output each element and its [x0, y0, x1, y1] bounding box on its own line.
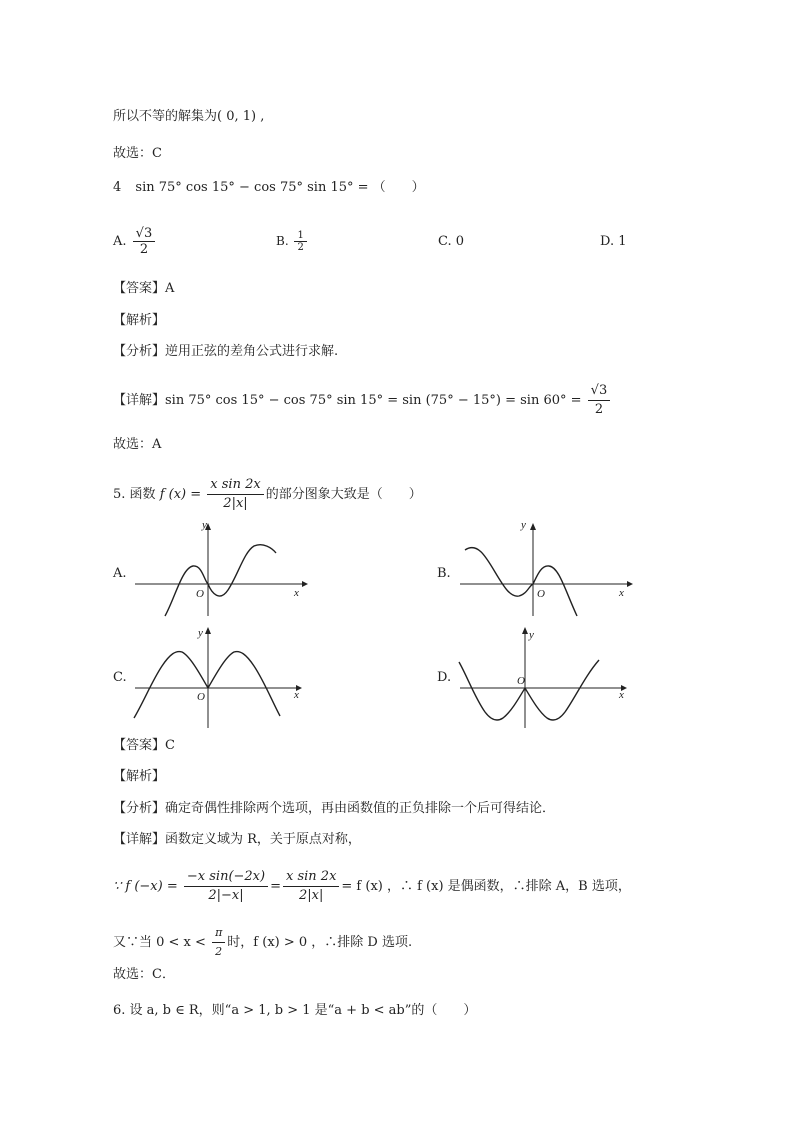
question-4: [113, 179, 425, 197]
fraction-denominator: 2|x|: [223, 496, 248, 511]
y-axis-label: y: [529, 629, 534, 641]
x-axis-label: x: [294, 689, 299, 701]
q5-suffix: 的部分图象大致是（ ）: [265, 487, 422, 502]
x-axis-label: x: [619, 587, 624, 599]
fraction-denominator: 2: [215, 945, 223, 958]
fraction-denominator: 2: [297, 242, 304, 253]
question-6: 6. 设 a, b ∈ R，则“a > 1, b > 1 是“a + b < ab”的（ ）: [113, 1003, 477, 1018]
fraction-denominator: 2|x|: [299, 888, 324, 903]
option-d: D. 1: [600, 234, 627, 249]
q4-answer: 【答案】A: [113, 281, 175, 296]
fraction-denominator: 2|−x|: [208, 888, 244, 903]
option-a-label: A.: [113, 234, 127, 249]
y-axis-label: y: [521, 520, 526, 531]
question-4-number: 4: [113, 180, 122, 195]
choose-c-line: 故选：C: [113, 146, 162, 161]
q5-equation: [113, 868, 631, 905]
origin-label: O: [197, 691, 205, 703]
x-axis-label: x: [619, 689, 624, 701]
q5-choose: 故选：C．: [113, 967, 175, 982]
equation-rhs: = f (x) ，∴ f (x) 是偶函数，∴排除 A，B 选项，: [341, 879, 631, 894]
question-5: [113, 476, 422, 513]
q5-analysis-heading: 【解析】: [113, 769, 166, 784]
option-b: [276, 230, 309, 253]
graph-a: [130, 520, 310, 620]
origin-label: O: [196, 588, 204, 600]
q4-fenxi: 【分析】逆用正弦的差角公式进行求解.: [113, 344, 339, 359]
fraction-numerator: √3: [133, 226, 156, 242]
q5-function: f (x) =: [159, 487, 202, 502]
q5-detail: 【详解】函数定义域为 R，关于原点对称，: [113, 832, 361, 847]
q5-prefix: 5. 函数: [113, 487, 156, 502]
q5-exclude-d: [113, 924, 412, 961]
option-c: C. 0: [438, 234, 465, 249]
option-a-fraction: [133, 226, 156, 257]
graph-d: [455, 626, 635, 730]
fraction-denominator: 2: [594, 402, 604, 417]
fraction-numerator: π: [212, 924, 225, 943]
solution-set-line: 所以不等的解集为( 0, 1) ,: [113, 109, 265, 124]
graph-c: [130, 626, 310, 730]
fraction-numerator: −x sin(−2x): [184, 868, 268, 887]
figure-c-label: C.: [113, 670, 127, 685]
fraction-numerator: x sin 2x: [283, 868, 339, 887]
origin-label: O: [537, 588, 545, 600]
equation-equals: =: [270, 879, 281, 894]
option-a: [113, 226, 157, 257]
fraction-numerator: √3: [588, 382, 611, 401]
exclude-d-suffix: 时，f (x) > 0 ，∴排除 D 选项.: [227, 935, 413, 950]
equation-fraction-2: [283, 868, 339, 905]
fraction-numerator: x sin 2x: [207, 476, 263, 495]
fraction-denominator: 2: [139, 242, 149, 257]
pi-over-2-fraction: [212, 924, 225, 961]
y-axis-label: y: [202, 520, 207, 531]
question-4-expression: sin 75° cos 15° − cos 75° sin 15° = （ ）: [135, 180, 425, 195]
detail-tag: 【详解】: [113, 393, 166, 408]
q5-fenxi: 【分析】确定奇偶性排除两个选项，再由函数值的正负排除一个后可得结论．: [113, 801, 556, 816]
graph-b: [455, 520, 635, 620]
equation-fraction-1: [184, 868, 268, 905]
origin-label: O: [517, 675, 525, 687]
figure-b-label: B.: [437, 566, 451, 581]
q4-choose: 故选：A: [113, 437, 162, 452]
x-axis-label: x: [294, 587, 299, 599]
q4-detail: [113, 382, 612, 419]
equation-lhs: ∵ f (−x) =: [113, 879, 178, 894]
option-b-fraction: [294, 230, 306, 253]
q4-analysis-heading: 【解析】: [113, 313, 166, 328]
y-axis-label: y: [198, 627, 203, 639]
exclude-d-prefix: 又∵当 0 < x <: [113, 935, 206, 950]
option-b-label: B.: [276, 234, 289, 248]
detail-expression: sin 75° cos 15° − cos 75° sin 15° = sin (75° − 15°) = sin 60° =: [165, 393, 582, 408]
detail-fraction: [588, 382, 611, 419]
q5-fraction: [207, 476, 263, 513]
q5-answer: 【答案】C: [113, 738, 175, 753]
fraction-numerator: 1: [294, 230, 306, 242]
figure-a-label: A.: [113, 566, 127, 581]
figure-d-label: D.: [437, 670, 452, 685]
